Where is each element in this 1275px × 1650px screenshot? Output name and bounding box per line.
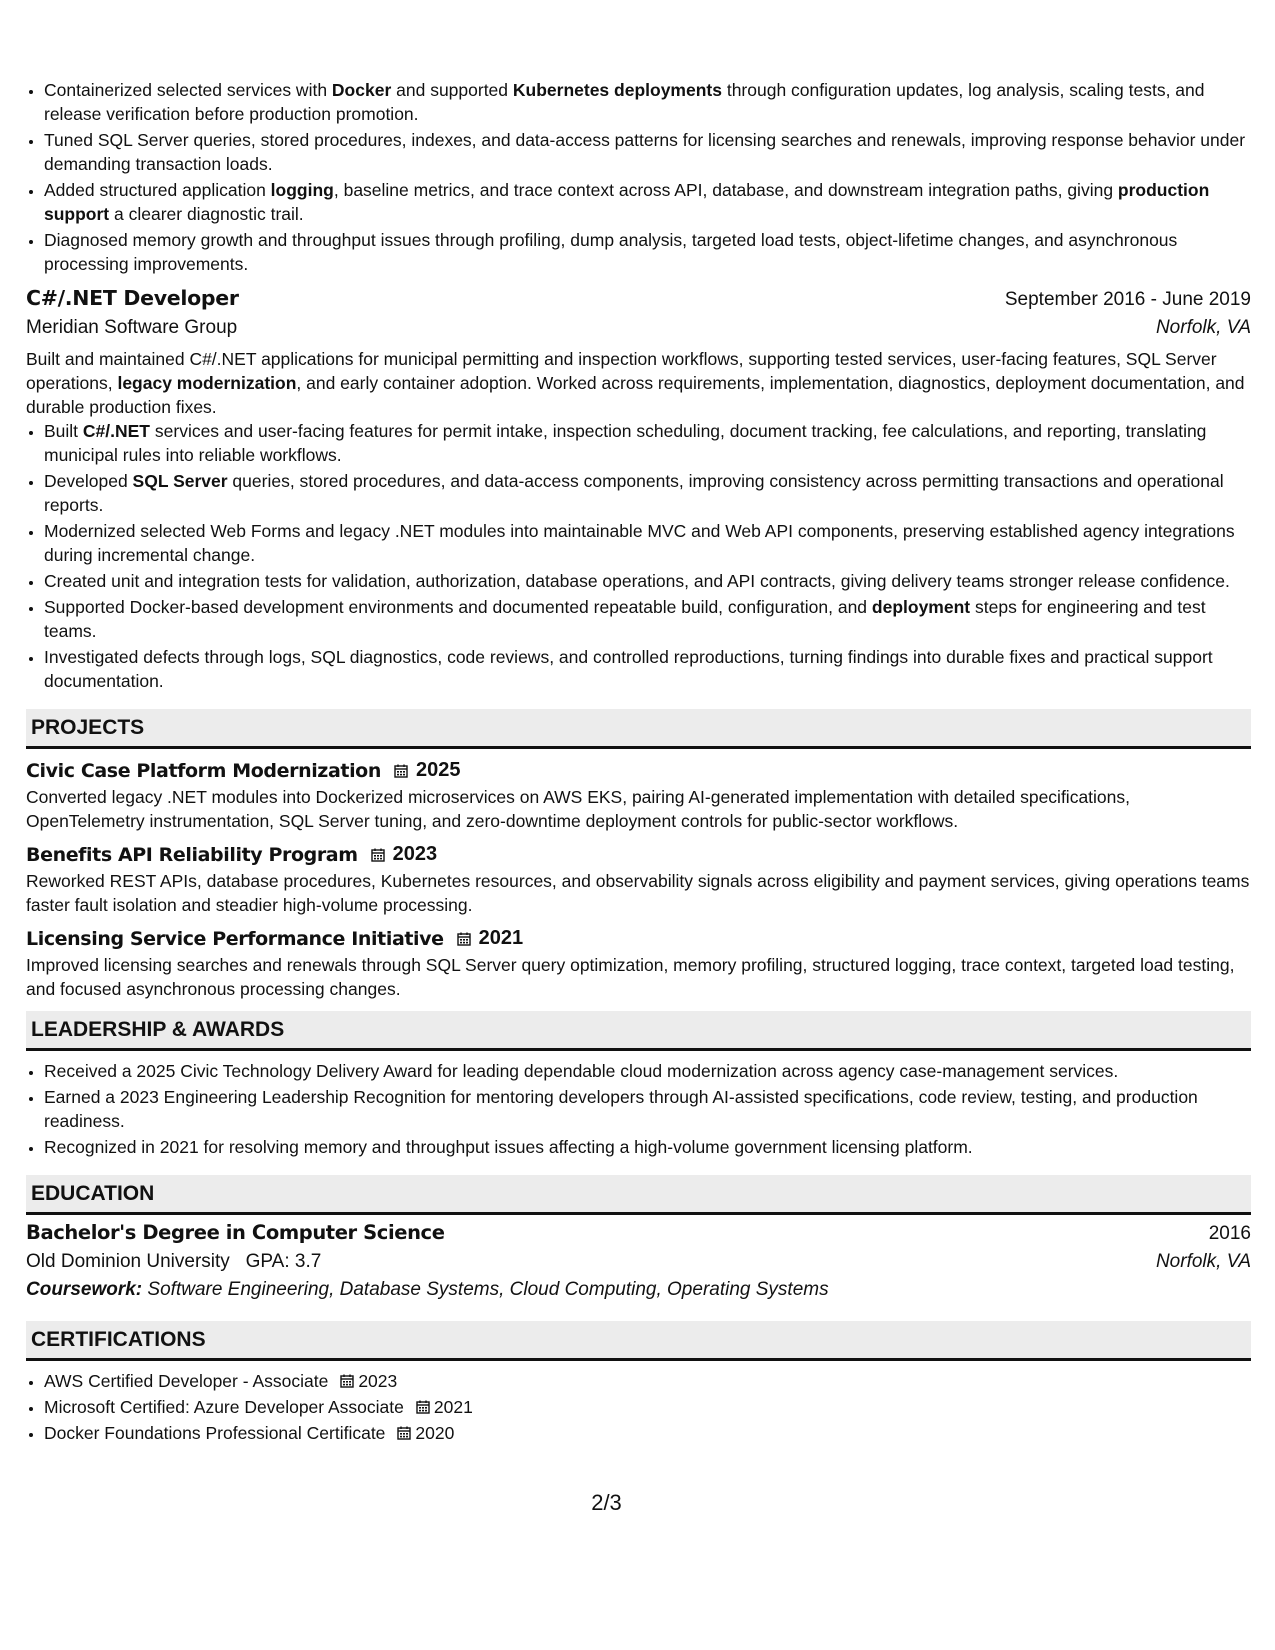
- bold-keyword: Kubernetes deployments: [512, 80, 722, 100]
- award-item: • Received a 2025 Civic Technology Delivery Award for leading dependable cloud modernization across agency case-management services.: [44, 1059, 1251, 1083]
- certification-name: AWS Certified Developer - Associate: [44, 1371, 329, 1391]
- resume-page: [26, 78, 1251, 1447]
- experience-bullets-continued: [26, 78, 1251, 276]
- calendar-icon: [457, 932, 471, 946]
- calendar-icon: [397, 1426, 411, 1440]
- text-run: steps for engineering and test teams.: [44, 597, 1206, 641]
- bullet-item: [44, 645, 1251, 693]
- project-year: 2021: [478, 927, 524, 949]
- degree-name: Bachelor's Degree in Computer Science: [26, 1221, 445, 1244]
- project-header: [26, 843, 1251, 866]
- text-run: Containerized selected services with: [44, 80, 332, 100]
- text-run: , and early container adoption. Worked across requirements, implementation, diagnostics, deployment documentation, and durable production fixes.: [26, 373, 1245, 417]
- projects-list: [26, 759, 1251, 1001]
- text-run: Created unit and integration tests for validation, authorization, database operations, and API contracts, giving delivery teams stronger release confidence.: [44, 571, 1230, 591]
- education-row-degree: [26, 1221, 1251, 1245]
- job-title: C#/.NET Developer: [26, 286, 239, 310]
- job-header: [26, 286, 1251, 311]
- certification-year: 2020: [415, 1423, 455, 1443]
- section-header-leadership: [26, 1011, 1251, 1051]
- school-line: [26, 1251, 321, 1273]
- leadership-list: [26, 1059, 1251, 1159]
- education-entry: [26, 1221, 1251, 1301]
- bullet-item: [44, 569, 1251, 593]
- page-number: 2/3: [591, 1490, 622, 1515]
- bold-keyword: legacy modernization: [117, 373, 297, 393]
- certification-item: [44, 1369, 1251, 1393]
- award-item: • Earned a 2023 Engineering Leadership Recognition for mentoring developers through AI-assisted specifications, code review, testing, and production readiness.: [44, 1085, 1251, 1133]
- calendar-icon: [416, 1400, 430, 1414]
- coursework-label: Coursework:: [26, 1279, 143, 1300]
- certification-year: 2021: [433, 1397, 473, 1417]
- coursework: [26, 1279, 1251, 1301]
- bold-keyword: production support: [44, 180, 1210, 224]
- section-title: PROJECTS: [31, 715, 145, 739]
- calendar-icon: [394, 764, 408, 778]
- certifications-list: [26, 1369, 1251, 1445]
- bullet-item: [44, 178, 1251, 226]
- bullet-item: [44, 419, 1251, 467]
- project-title: Civic Case Platform Modernization: [26, 759, 381, 782]
- certification-item: [44, 1421, 1251, 1445]
- job-subheader: [26, 317, 1251, 339]
- calendar-icon: [340, 1374, 354, 1388]
- bold-keyword: C#/.NET: [82, 421, 151, 441]
- calendar-icon: [371, 848, 385, 862]
- project-year: 2025: [415, 759, 461, 781]
- text-run: Tuned SQL Server queries, stored procedures, indexes, and data-access patterns for licensing searches and renewals, improving response behavior under demanding transaction loads.: [44, 130, 1246, 174]
- project-header: [26, 759, 1251, 782]
- bold-keyword: deployment: [871, 597, 971, 617]
- job-bullets: [26, 419, 1251, 693]
- text-run: and supported: [391, 80, 513, 100]
- bullet-item: [44, 128, 1251, 176]
- project-header: [26, 927, 1251, 950]
- certification-name: Microsoft Certified: Azure Developer Associate: [44, 1397, 404, 1417]
- text-run: queries, stored procedures, and data-access components, improving consistency across permitting transactions and operational reports.: [44, 471, 1224, 515]
- text-run: services and user-facing features for permit intake, inspection scheduling, document tracking, fee calculations, and reporting, translating municipal rules into reliable workflows.: [44, 421, 1207, 465]
- bold-keyword: logging: [270, 180, 334, 200]
- job-summary: [26, 347, 1251, 419]
- text-run: Developed: [44, 471, 133, 491]
- coursework-list: Software Engineering, Database Systems, Cloud Computing, Operating Systems: [147, 1279, 829, 1300]
- certification-item: [44, 1395, 1251, 1419]
- text-run: Built: [44, 421, 83, 441]
- text-run: , baseline metrics, and trace context across API, database, and downstream integration paths, giving: [333, 180, 1118, 200]
- text-run: Built and maintained C#/.NET applications for municipal permitting and inspection workflows, supporting tested services, user-facing features, SQL Server operations,: [26, 349, 1217, 393]
- section-title: CERTIFICATIONS: [31, 1327, 206, 1351]
- certification-name: Docker Foundations Professional Certificate: [44, 1423, 386, 1443]
- section-header-education: [26, 1175, 1251, 1215]
- project-title: Benefits API Reliability Program: [26, 843, 358, 866]
- text-run: a clearer diagnostic trail.: [109, 204, 304, 224]
- section-header-certifications: [26, 1321, 1251, 1361]
- company-name: Meridian Software Group: [26, 317, 238, 338]
- bullet-item: [44, 469, 1251, 517]
- text-run: Added structured application: [44, 180, 271, 200]
- project-description: Converted legacy .NET modules into Dockerized microservices on AWS EKS, pairing AI-generated implementation with detailed specifications, OpenTelemetry instrumentation, SQL Server tuning, and zero-downtime deployment controls for public-sector workflows.: [26, 787, 1131, 831]
- certification-year: 2023: [358, 1371, 398, 1391]
- text-run: through configuration updates, log analysis, scaling tests, and release verification before production promotion.: [44, 80, 1205, 124]
- project-entry: [26, 927, 1251, 1001]
- gpa: GPA: 3.7: [245, 1251, 322, 1272]
- project-year: 2023: [392, 843, 438, 865]
- project-title: Licensing Service Performance Initiative: [26, 927, 444, 950]
- award-item: • Recognized in 2021 for resolving memory and throughput issues affecting a high-volume government licensing platform.: [44, 1135, 1251, 1159]
- bold-keyword: Docker: [331, 80, 392, 100]
- bullet-item: [44, 78, 1251, 126]
- text-run: Investigated defects through logs, SQL diagnostics, code reviews, and controlled reproductions, turning findings into durable fixes and practical support documentation.: [44, 647, 1213, 691]
- text-run: Modernized selected Web Forms and legacy .NET modules into maintainable MVC and Web API components, preserving established agency integrations during incremental change.: [44, 521, 1235, 565]
- project-entry: [26, 759, 1251, 833]
- section-title: EDUCATION: [31, 1181, 155, 1205]
- project-description: Reworked REST APIs, database procedures, Kubernetes resources, and observability signals across eligibility and payment services, giving operations teams faster fault isolation and steadier high-volume processing.: [26, 871, 1250, 915]
- section-header-projects: [26, 709, 1251, 749]
- graduation-year: 2016: [1208, 1223, 1251, 1244]
- bold-keyword: SQL Server: [132, 471, 228, 491]
- school-name: Old Dominion University: [26, 1251, 230, 1272]
- text-run: Diagnosed memory growth and throughput issues through profiling, dump analysis, targeted load tests, object-lifetime changes, and asynchronous processing improvements.: [44, 230, 1178, 274]
- bullet-item: [44, 519, 1251, 567]
- project-entry: [26, 843, 1251, 917]
- project-description: Improved licensing searches and renewals through SQL Server query optimization, memory profiling, structured logging, trace context, targeted load testing, and focused asynchronous processing changes.: [26, 955, 1235, 999]
- bullet-item: [44, 595, 1251, 643]
- bullet-item: [44, 228, 1251, 276]
- education-row-school: [26, 1251, 1251, 1273]
- text-run: Supported Docker-based development environments and documented repeatable build, configuration, and: [44, 597, 872, 617]
- job-location: Norfolk, VA: [1155, 317, 1251, 338]
- school-location: Norfolk, VA: [1155, 1251, 1251, 1272]
- job-dates: September 2016 - June 2019: [1004, 289, 1251, 310]
- section-title: LEADERSHIP & AWARDS: [31, 1017, 285, 1041]
